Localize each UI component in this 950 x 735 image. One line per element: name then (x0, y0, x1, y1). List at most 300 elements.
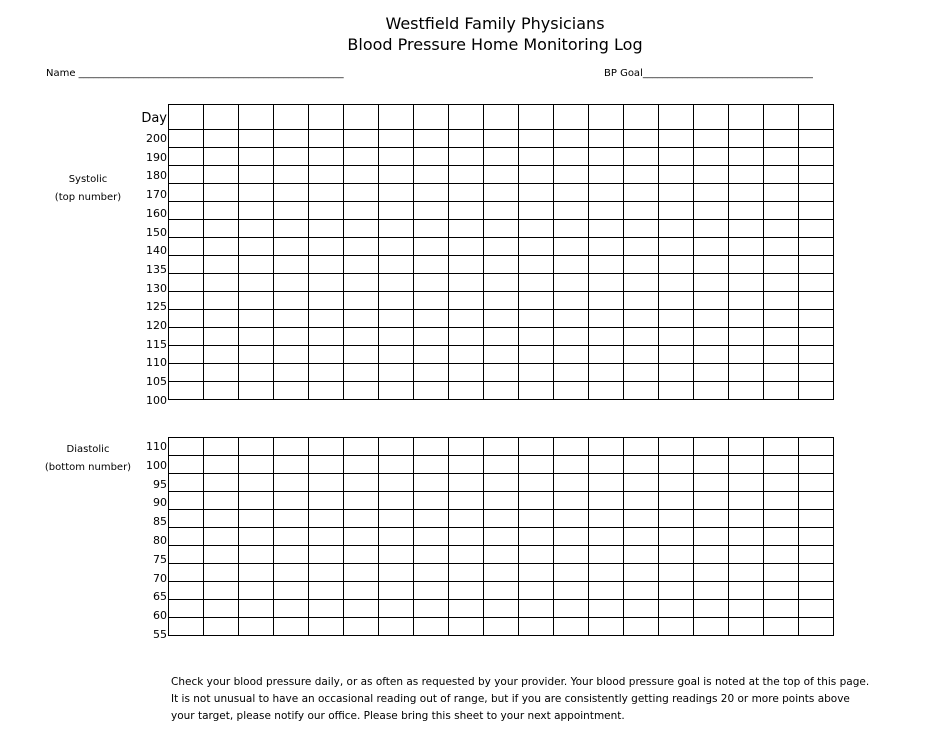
systolic-cell[interactable] (624, 220, 659, 238)
diastolic-cell[interactable] (659, 600, 694, 618)
systolic-cell[interactable] (519, 346, 554, 364)
systolic-cell[interactable] (694, 238, 729, 256)
systolic-cell[interactable] (624, 382, 659, 400)
systolic-cell[interactable] (554, 292, 589, 310)
systolic-cell[interactable] (414, 238, 449, 256)
systolic-cell[interactable] (764, 148, 799, 166)
systolic-cell[interactable] (239, 130, 274, 148)
systolic-cell[interactable] (239, 105, 274, 130)
systolic-cell[interactable] (694, 292, 729, 310)
diastolic-cell[interactable] (659, 456, 694, 474)
systolic-cell[interactable] (449, 148, 484, 166)
systolic-cell[interactable] (414, 310, 449, 328)
systolic-cell[interactable] (624, 310, 659, 328)
diastolic-cell[interactable] (799, 456, 834, 474)
systolic-cell[interactable] (484, 220, 519, 238)
systolic-cell[interactable] (309, 105, 344, 130)
systolic-cell[interactable] (344, 220, 379, 238)
systolic-cell[interactable] (799, 328, 834, 346)
systolic-cell[interactable] (659, 274, 694, 292)
systolic-cell[interactable] (799, 346, 834, 364)
systolic-cell[interactable] (694, 166, 729, 184)
systolic-cell[interactable] (484, 310, 519, 328)
systolic-cell[interactable] (309, 328, 344, 346)
systolic-cell[interactable] (204, 130, 239, 148)
systolic-cell[interactable] (169, 238, 204, 256)
diastolic-cell[interactable] (659, 618, 694, 636)
diastolic-cell[interactable] (204, 438, 239, 456)
diastolic-cell[interactable] (589, 528, 624, 546)
diastolic-cell[interactable] (799, 438, 834, 456)
diastolic-cell[interactable] (519, 564, 554, 582)
systolic-cell[interactable] (694, 256, 729, 274)
systolic-cell[interactable] (169, 256, 204, 274)
systolic-cell[interactable] (589, 310, 624, 328)
systolic-cell[interactable] (554, 184, 589, 202)
systolic-cell[interactable] (589, 166, 624, 184)
systolic-cell[interactable] (449, 274, 484, 292)
systolic-cell[interactable] (274, 130, 309, 148)
diastolic-cell[interactable] (169, 438, 204, 456)
diastolic-cell[interactable] (659, 492, 694, 510)
systolic-cell[interactable] (204, 328, 239, 346)
diastolic-cell[interactable] (204, 600, 239, 618)
diastolic-cell[interactable] (274, 510, 309, 528)
systolic-cell[interactable] (729, 382, 764, 400)
systolic-cell[interactable] (169, 220, 204, 238)
diastolic-cell[interactable] (589, 456, 624, 474)
systolic-cell[interactable] (624, 202, 659, 220)
systolic-cell[interactable] (169, 292, 204, 310)
diastolic-cell[interactable] (729, 438, 764, 456)
diastolic-cell[interactable] (344, 492, 379, 510)
diastolic-cell[interactable] (344, 564, 379, 582)
systolic-cell[interactable] (274, 310, 309, 328)
systolic-cell[interactable] (554, 130, 589, 148)
systolic-cell[interactable] (519, 184, 554, 202)
diastolic-cell[interactable] (659, 510, 694, 528)
systolic-cell[interactable] (169, 328, 204, 346)
systolic-cell[interactable] (309, 364, 344, 382)
diastolic-cell[interactable] (484, 528, 519, 546)
diastolic-cell[interactable] (554, 528, 589, 546)
diastolic-cell[interactable] (799, 582, 834, 600)
systolic-cell[interactable] (764, 256, 799, 274)
systolic-cell[interactable] (169, 202, 204, 220)
diastolic-cell[interactable] (239, 600, 274, 618)
diastolic-cell[interactable] (274, 582, 309, 600)
systolic-cell[interactable] (729, 202, 764, 220)
diastolic-cell[interactable] (484, 582, 519, 600)
diastolic-cell[interactable] (379, 510, 414, 528)
diastolic-cell[interactable] (379, 618, 414, 636)
systolic-cell[interactable] (729, 274, 764, 292)
systolic-cell[interactable] (344, 274, 379, 292)
diastolic-cell[interactable] (344, 528, 379, 546)
diastolic-cell[interactable] (169, 600, 204, 618)
diastolic-cell[interactable] (624, 528, 659, 546)
systolic-cell[interactable] (659, 166, 694, 184)
systolic-cell[interactable] (659, 202, 694, 220)
systolic-cell[interactable] (729, 184, 764, 202)
diastolic-cell[interactable] (309, 492, 344, 510)
systolic-cell[interactable] (484, 346, 519, 364)
diastolic-cell[interactable] (764, 600, 799, 618)
diastolic-cell[interactable] (589, 492, 624, 510)
diastolic-cell[interactable] (694, 600, 729, 618)
diastolic-cell[interactable] (204, 492, 239, 510)
systolic-cell[interactable] (519, 382, 554, 400)
systolic-cell[interactable] (624, 166, 659, 184)
diastolic-cell[interactable] (379, 474, 414, 492)
systolic-cell[interactable] (589, 202, 624, 220)
diastolic-cell[interactable] (309, 582, 344, 600)
systolic-cell[interactable] (309, 310, 344, 328)
diastolic-cell[interactable] (379, 600, 414, 618)
diastolic-cell[interactable] (519, 618, 554, 636)
systolic-cell[interactable] (589, 130, 624, 148)
systolic-cell[interactable] (379, 310, 414, 328)
diastolic-cell[interactable] (694, 510, 729, 528)
systolic-cell[interactable] (414, 148, 449, 166)
systolic-cell[interactable] (764, 130, 799, 148)
systolic-cell[interactable] (309, 256, 344, 274)
systolic-cell[interactable] (659, 292, 694, 310)
systolic-cell[interactable] (274, 105, 309, 130)
systolic-cell[interactable] (344, 166, 379, 184)
diastolic-cell[interactable] (379, 492, 414, 510)
systolic-cell[interactable] (554, 310, 589, 328)
systolic-cell[interactable] (449, 202, 484, 220)
diastolic-cell[interactable] (379, 456, 414, 474)
systolic-cell[interactable] (309, 292, 344, 310)
diastolic-cell[interactable] (274, 474, 309, 492)
diastolic-cell[interactable] (344, 582, 379, 600)
diastolic-cell[interactable] (799, 528, 834, 546)
systolic-cell[interactable] (694, 364, 729, 382)
diastolic-cell[interactable] (449, 564, 484, 582)
systolic-cell[interactable] (589, 184, 624, 202)
diastolic-cell[interactable] (694, 618, 729, 636)
systolic-cell[interactable] (554, 202, 589, 220)
diastolic-cell[interactable] (799, 618, 834, 636)
diastolic-cell[interactable] (694, 546, 729, 564)
diastolic-cell[interactable] (554, 492, 589, 510)
systolic-cell[interactable] (309, 202, 344, 220)
diastolic-cell[interactable] (414, 600, 449, 618)
diastolic-cell[interactable] (554, 510, 589, 528)
diastolic-cell[interactable] (274, 564, 309, 582)
diastolic-cell[interactable] (519, 600, 554, 618)
diastolic-cell[interactable] (309, 546, 344, 564)
systolic-cell[interactable] (484, 292, 519, 310)
diastolic-cell[interactable] (309, 438, 344, 456)
systolic-cell[interactable] (624, 328, 659, 346)
diastolic-cell[interactable] (344, 600, 379, 618)
systolic-cell[interactable] (799, 220, 834, 238)
diastolic-cell[interactable] (204, 510, 239, 528)
systolic-cell[interactable] (484, 184, 519, 202)
systolic-cell[interactable] (554, 328, 589, 346)
systolic-cell[interactable] (519, 220, 554, 238)
systolic-cell[interactable] (379, 220, 414, 238)
systolic-cell[interactable] (624, 105, 659, 130)
bp-goal-field[interactable]: BP Goal__________________________________ (604, 68, 813, 79)
systolic-cell[interactable] (659, 148, 694, 166)
diastolic-cell[interactable] (449, 438, 484, 456)
systolic-cell[interactable] (799, 364, 834, 382)
systolic-cell[interactable] (414, 328, 449, 346)
diastolic-cell[interactable] (729, 510, 764, 528)
diastolic-cell[interactable] (659, 582, 694, 600)
systolic-cell[interactable] (554, 238, 589, 256)
diastolic-cell[interactable] (624, 564, 659, 582)
systolic-cell[interactable] (694, 310, 729, 328)
systolic-cell[interactable] (624, 148, 659, 166)
diastolic-cell[interactable] (274, 546, 309, 564)
systolic-cell[interactable] (169, 346, 204, 364)
diastolic-cell[interactable] (624, 510, 659, 528)
systolic-cell[interactable] (274, 274, 309, 292)
systolic-cell[interactable] (274, 220, 309, 238)
systolic-cell[interactable] (379, 202, 414, 220)
diastolic-cell[interactable] (694, 528, 729, 546)
diastolic-cell[interactable] (204, 564, 239, 582)
systolic-cell[interactable] (729, 220, 764, 238)
systolic-cell[interactable] (379, 346, 414, 364)
diastolic-cell[interactable] (274, 618, 309, 636)
diastolic-cell[interactable] (799, 546, 834, 564)
systolic-cell[interactable] (274, 184, 309, 202)
diastolic-cell[interactable] (204, 618, 239, 636)
systolic-cell[interactable] (379, 184, 414, 202)
systolic-cell[interactable] (344, 382, 379, 400)
diastolic-cell[interactable] (764, 510, 799, 528)
diastolic-cell[interactable] (204, 546, 239, 564)
diastolic-cell[interactable] (169, 492, 204, 510)
systolic-cell[interactable] (659, 220, 694, 238)
diastolic-cell[interactable] (484, 546, 519, 564)
systolic-cell[interactable] (239, 274, 274, 292)
systolic-cell[interactable] (449, 328, 484, 346)
systolic-cell[interactable] (764, 274, 799, 292)
systolic-cell[interactable] (729, 310, 764, 328)
systolic-cell[interactable] (449, 310, 484, 328)
systolic-cell[interactable] (309, 346, 344, 364)
diastolic-cell[interactable] (589, 474, 624, 492)
systolic-cell[interactable] (694, 274, 729, 292)
diastolic-cell[interactable] (204, 582, 239, 600)
systolic-cell[interactable] (204, 274, 239, 292)
diastolic-cell[interactable] (589, 618, 624, 636)
systolic-cell[interactable] (274, 238, 309, 256)
systolic-cell[interactable] (169, 274, 204, 292)
systolic-cell[interactable] (239, 166, 274, 184)
diastolic-cell[interactable] (309, 618, 344, 636)
systolic-cell[interactable] (729, 148, 764, 166)
diastolic-cell[interactable] (519, 492, 554, 510)
systolic-cell[interactable] (169, 184, 204, 202)
diastolic-cell[interactable] (729, 492, 764, 510)
systolic-cell[interactable] (589, 382, 624, 400)
systolic-cell[interactable] (624, 346, 659, 364)
diastolic-cell[interactable] (764, 618, 799, 636)
systolic-cell[interactable] (414, 274, 449, 292)
systolic-cell[interactable] (764, 105, 799, 130)
systolic-cell[interactable] (309, 166, 344, 184)
diastolic-cell[interactable] (484, 510, 519, 528)
systolic-cell[interactable] (379, 364, 414, 382)
systolic-cell[interactable] (624, 274, 659, 292)
systolic-cell[interactable] (414, 220, 449, 238)
systolic-cell[interactable] (484, 256, 519, 274)
systolic-cell[interactable] (589, 238, 624, 256)
systolic-cell[interactable] (414, 130, 449, 148)
systolic-cell[interactable] (659, 382, 694, 400)
systolic-cell[interactable] (379, 328, 414, 346)
diastolic-cell[interactable] (519, 438, 554, 456)
systolic-cell[interactable] (274, 292, 309, 310)
diastolic-cell[interactable] (239, 456, 274, 474)
systolic-cell[interactable] (659, 130, 694, 148)
diastolic-cell[interactable] (169, 474, 204, 492)
diastolic-cell[interactable] (484, 438, 519, 456)
systolic-cell[interactable] (204, 220, 239, 238)
systolic-cell[interactable] (589, 105, 624, 130)
diastolic-cell[interactable] (169, 456, 204, 474)
diastolic-cell[interactable] (519, 474, 554, 492)
systolic-cell[interactable] (449, 382, 484, 400)
systolic-cell[interactable] (729, 328, 764, 346)
diastolic-cell[interactable] (624, 438, 659, 456)
diastolic-cell[interactable] (694, 474, 729, 492)
systolic-cell[interactable] (274, 202, 309, 220)
systolic-cell[interactable] (799, 105, 834, 130)
diastolic-cell[interactable] (309, 474, 344, 492)
systolic-cell[interactable] (624, 238, 659, 256)
diastolic-cell[interactable] (659, 546, 694, 564)
diastolic-cell[interactable] (799, 474, 834, 492)
diastolic-cell[interactable] (169, 582, 204, 600)
diastolic-cell[interactable] (589, 582, 624, 600)
systolic-cell[interactable] (589, 346, 624, 364)
systolic-cell[interactable] (519, 148, 554, 166)
diastolic-cell[interactable] (239, 474, 274, 492)
systolic-cell[interactable] (799, 256, 834, 274)
systolic-cell[interactable] (659, 310, 694, 328)
systolic-cell[interactable] (204, 292, 239, 310)
diastolic-cell[interactable] (449, 600, 484, 618)
systolic-cell[interactable] (799, 184, 834, 202)
systolic-cell[interactable] (554, 382, 589, 400)
diastolic-cell[interactable] (694, 438, 729, 456)
systolic-cell[interactable] (344, 346, 379, 364)
systolic-cell[interactable] (449, 105, 484, 130)
systolic-cell[interactable] (414, 346, 449, 364)
systolic-cell[interactable] (169, 310, 204, 328)
systolic-cell[interactable] (309, 130, 344, 148)
systolic-cell[interactable] (554, 364, 589, 382)
diastolic-cell[interactable] (554, 456, 589, 474)
diastolic-cell[interactable] (449, 546, 484, 564)
diastolic-cell[interactable] (344, 510, 379, 528)
systolic-cell[interactable] (694, 105, 729, 130)
diastolic-cell[interactable] (414, 438, 449, 456)
diastolic-cell[interactable] (169, 528, 204, 546)
systolic-cell[interactable] (169, 130, 204, 148)
diastolic-cell[interactable] (659, 564, 694, 582)
systolic-cell[interactable] (344, 130, 379, 148)
systolic-cell[interactable] (624, 130, 659, 148)
systolic-cell[interactable] (379, 166, 414, 184)
systolic-cell[interactable] (764, 166, 799, 184)
diastolic-cell[interactable] (694, 492, 729, 510)
systolic-cell[interactable] (694, 346, 729, 364)
diastolic-cell[interactable] (694, 564, 729, 582)
diastolic-cell[interactable] (484, 600, 519, 618)
systolic-cell[interactable] (764, 202, 799, 220)
diastolic-cell[interactable] (729, 564, 764, 582)
systolic-cell[interactable] (414, 202, 449, 220)
systolic-cell[interactable] (624, 256, 659, 274)
systolic-cell[interactable] (239, 184, 274, 202)
systolic-cell[interactable] (554, 274, 589, 292)
diastolic-cell[interactable] (729, 528, 764, 546)
systolic-cell[interactable] (414, 364, 449, 382)
systolic-cell[interactable] (239, 256, 274, 274)
diastolic-cell[interactable] (659, 474, 694, 492)
diastolic-cell[interactable] (484, 564, 519, 582)
systolic-cell[interactable] (344, 364, 379, 382)
diastolic-cell[interactable] (764, 582, 799, 600)
systolic-cell[interactable] (379, 130, 414, 148)
systolic-cell[interactable] (519, 274, 554, 292)
diastolic-cell[interactable] (589, 438, 624, 456)
diastolic-cell[interactable] (589, 600, 624, 618)
systolic-cell[interactable] (239, 364, 274, 382)
systolic-cell[interactable] (729, 364, 764, 382)
systolic-cell[interactable] (274, 364, 309, 382)
systolic-cell[interactable] (204, 310, 239, 328)
diastolic-cell[interactable] (344, 438, 379, 456)
systolic-cell[interactable] (239, 382, 274, 400)
systolic-cell[interactable] (449, 220, 484, 238)
systolic-cell[interactable] (379, 148, 414, 166)
diastolic-cell[interactable] (169, 618, 204, 636)
diastolic-cell[interactable] (169, 510, 204, 528)
systolic-cell[interactable] (729, 105, 764, 130)
diastolic-cell[interactable] (449, 456, 484, 474)
diastolic-cell[interactable] (554, 546, 589, 564)
diastolic-cell[interactable] (554, 564, 589, 582)
systolic-cell[interactable] (169, 105, 204, 130)
systolic-cell[interactable] (554, 256, 589, 274)
diastolic-cell[interactable] (589, 510, 624, 528)
diastolic-cell[interactable] (624, 546, 659, 564)
systolic-cell[interactable] (659, 105, 694, 130)
systolic-cell[interactable] (484, 238, 519, 256)
diastolic-cell[interactable] (729, 474, 764, 492)
diastolic-cell[interactable] (519, 582, 554, 600)
diastolic-cell[interactable] (204, 528, 239, 546)
systolic-cell[interactable] (379, 238, 414, 256)
diastolic-cell[interactable] (309, 456, 344, 474)
systolic-cell[interactable] (519, 130, 554, 148)
diastolic-cell[interactable] (764, 438, 799, 456)
systolic-cell[interactable] (379, 292, 414, 310)
diastolic-cell[interactable] (204, 456, 239, 474)
systolic-cell[interactable] (589, 220, 624, 238)
